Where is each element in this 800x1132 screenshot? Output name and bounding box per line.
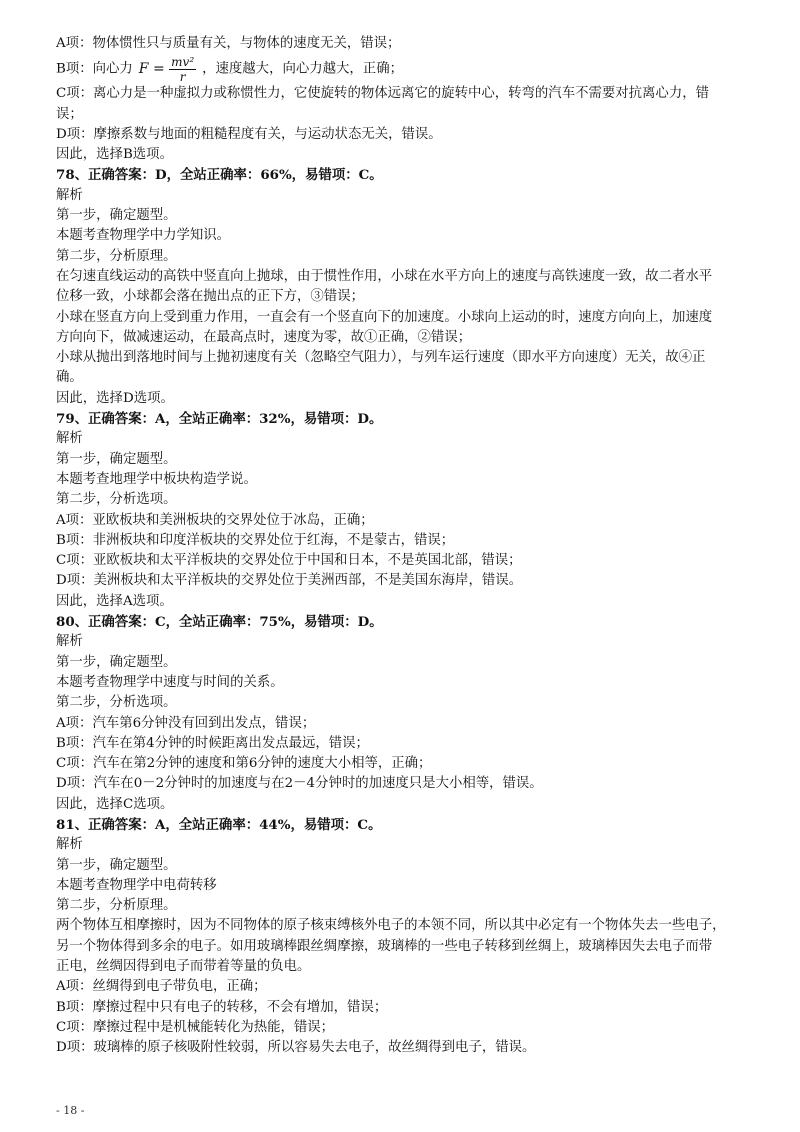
text-line: 解析 [56, 837, 83, 853]
answer-heading-78: 78、正确答案：D，全站正确率：66%，易错项：C。 [56, 167, 383, 184]
text-line: D项：玻璃棒的原子核吸附性较弱，所以容易失去电子，故丝绸得到电子，错误。 [56, 1040, 536, 1056]
text-line: 第一步，确定题型。 [56, 654, 177, 670]
text-line: D项：汽车在0－2分钟时的加速度与在2－4分钟时的加速度只是大小相等，错误。 [56, 776, 543, 792]
text-line: ，速度越大，向心力越大，正确； [202, 61, 403, 77]
text-line: 方向向下，做减速运动，在最高点时，速度为零，故①正确，②错误； [56, 329, 472, 345]
text-line: 因此，选择A选项。 [56, 593, 173, 609]
text-line: C项：亚欧板块和太平洋板块的交界处位于中国和日本，不是英国北部，错误； [56, 553, 522, 569]
text-line: 解析 [56, 634, 83, 650]
text-line: D项：美洲板块和太平洋板块的交界处位于美洲西部，不是美国东海岸，错误。 [56, 573, 523, 589]
text-line: A项：亚欧板块和美洲板块的交界处位于冰岛，正确； [56, 512, 374, 528]
text-line: 正电，丝绸因得到电子而带着等量的负电。 [56, 959, 311, 975]
text-line: A项：物体惯性只与质量有关，与物体的速度无关，错误； [56, 36, 401, 51]
text-line: 小球从抛出到落地时间与上抛初速度有关（忽略空气阻力），与列车运行速度（即水平方向速度）无关，故④正 [56, 350, 706, 366]
text-line: A项：汽车第6分钟没有回到出发点，错误； [56, 715, 316, 731]
text-line: 本题考查物理学中速度与时间的关系。 [56, 674, 284, 690]
text-line: B项：汽车在第4分钟的时候距离出发点最远，错误； [56, 735, 369, 751]
text-line: 第一步，确定题型。 [56, 857, 177, 873]
text-line: 小球在竖直方向上受到重力作用，一直会有一个竖直向下的加速度。小球向上运动的时，速度方向向上，加速度 [56, 309, 713, 325]
document-page [56, 34, 756, 1059]
text-line: C项：摩擦过程中是机械能转化为热能，错误； [56, 1019, 335, 1035]
page-number: - 18 - [56, 1104, 85, 1117]
text-line: 第二步，分析原理。 [56, 898, 177, 914]
text-line: 第二步，分析选项。 [56, 492, 177, 508]
text-line: A项：丝绸得到电子带负电，正确； [56, 979, 267, 995]
text-line: 解析 [56, 431, 83, 447]
text-line: 本题考查物理学中力学知识。 [56, 228, 231, 244]
answer-heading-79: 79、正确答案：A，全站正确率：32%，易错项：D。 [56, 411, 383, 428]
formula-line [56, 54, 756, 84]
text-line: B项：摩擦过程中只有电子的转移，不会有增加，错误； [56, 999, 388, 1015]
text-line: 位移一致，小球都会落在抛出点的正下方，③错误； [56, 289, 364, 305]
text-line: 第一步，确定题型。 [56, 208, 177, 224]
text-line: 本题考查地理学中板块构造学说。 [56, 471, 257, 487]
text-line: 两个物体互相摩擦时，因为不同物体的原子核束缚核外电子的本领不同，所以其中必定有一个物体失去一些电子， [56, 918, 726, 934]
text-line: D项：摩擦系数与地面的粗糙程度有关，与运动状态无关，错误。 [56, 126, 442, 142]
text-line: 因此，选择D选项。 [56, 390, 174, 406]
text-line: 第二步，分析选项。 [56, 695, 177, 711]
text-line: 解析 [56, 187, 83, 203]
answer-heading-80: 80、正确答案：C，全站正确率：75%，易错项：D。 [56, 614, 383, 631]
text-line: 误； [56, 106, 83, 122]
text-line: 在匀速直线运动的高铁中竖直向上抛球，由于惯性作用，小球在水平方向上的速度与高铁速度一致，故二者水平 [56, 268, 713, 284]
text-line: 因此，选择B选项。 [56, 147, 173, 163]
text-line: 本题考查物理学中电荷转移 [56, 877, 217, 893]
text-line: 确。 [56, 370, 83, 386]
text-line: 因此，选择C选项。 [56, 796, 174, 812]
text-line: C项：汽车在第2分钟的速度和第6分钟的速度大小相等，正确； [56, 756, 432, 772]
text-line: B项：向心力 [56, 61, 133, 77]
text-line: B项：非洲板块和印度洋板块的交界处位于红海，不是蒙古，错误； [56, 532, 455, 548]
answer-heading-81: 81、正确答案：A，全站正确率：44%，易错项：C。 [56, 816, 382, 833]
text-line: 第一步，确定题型。 [56, 451, 177, 467]
centripetal-force-formula: F = $\frac{\text{mv²}}{r}$ [138, 54, 195, 84]
text-line: C项：离心力是一种虚拟力或称惯性力，它使旋转的物体远离它的旋转中心，转弯的汽车不需要对抗离心力，错 [56, 86, 709, 102]
text-line: 第二步，分析原理。 [56, 248, 177, 264]
text-line: 另一个物体得到多余的电子。如用玻璃棒跟丝绸摩擦，玻璃棒的一些电子转移到丝绸上，玻璃棒因失去电子而带 [56, 938, 713, 954]
